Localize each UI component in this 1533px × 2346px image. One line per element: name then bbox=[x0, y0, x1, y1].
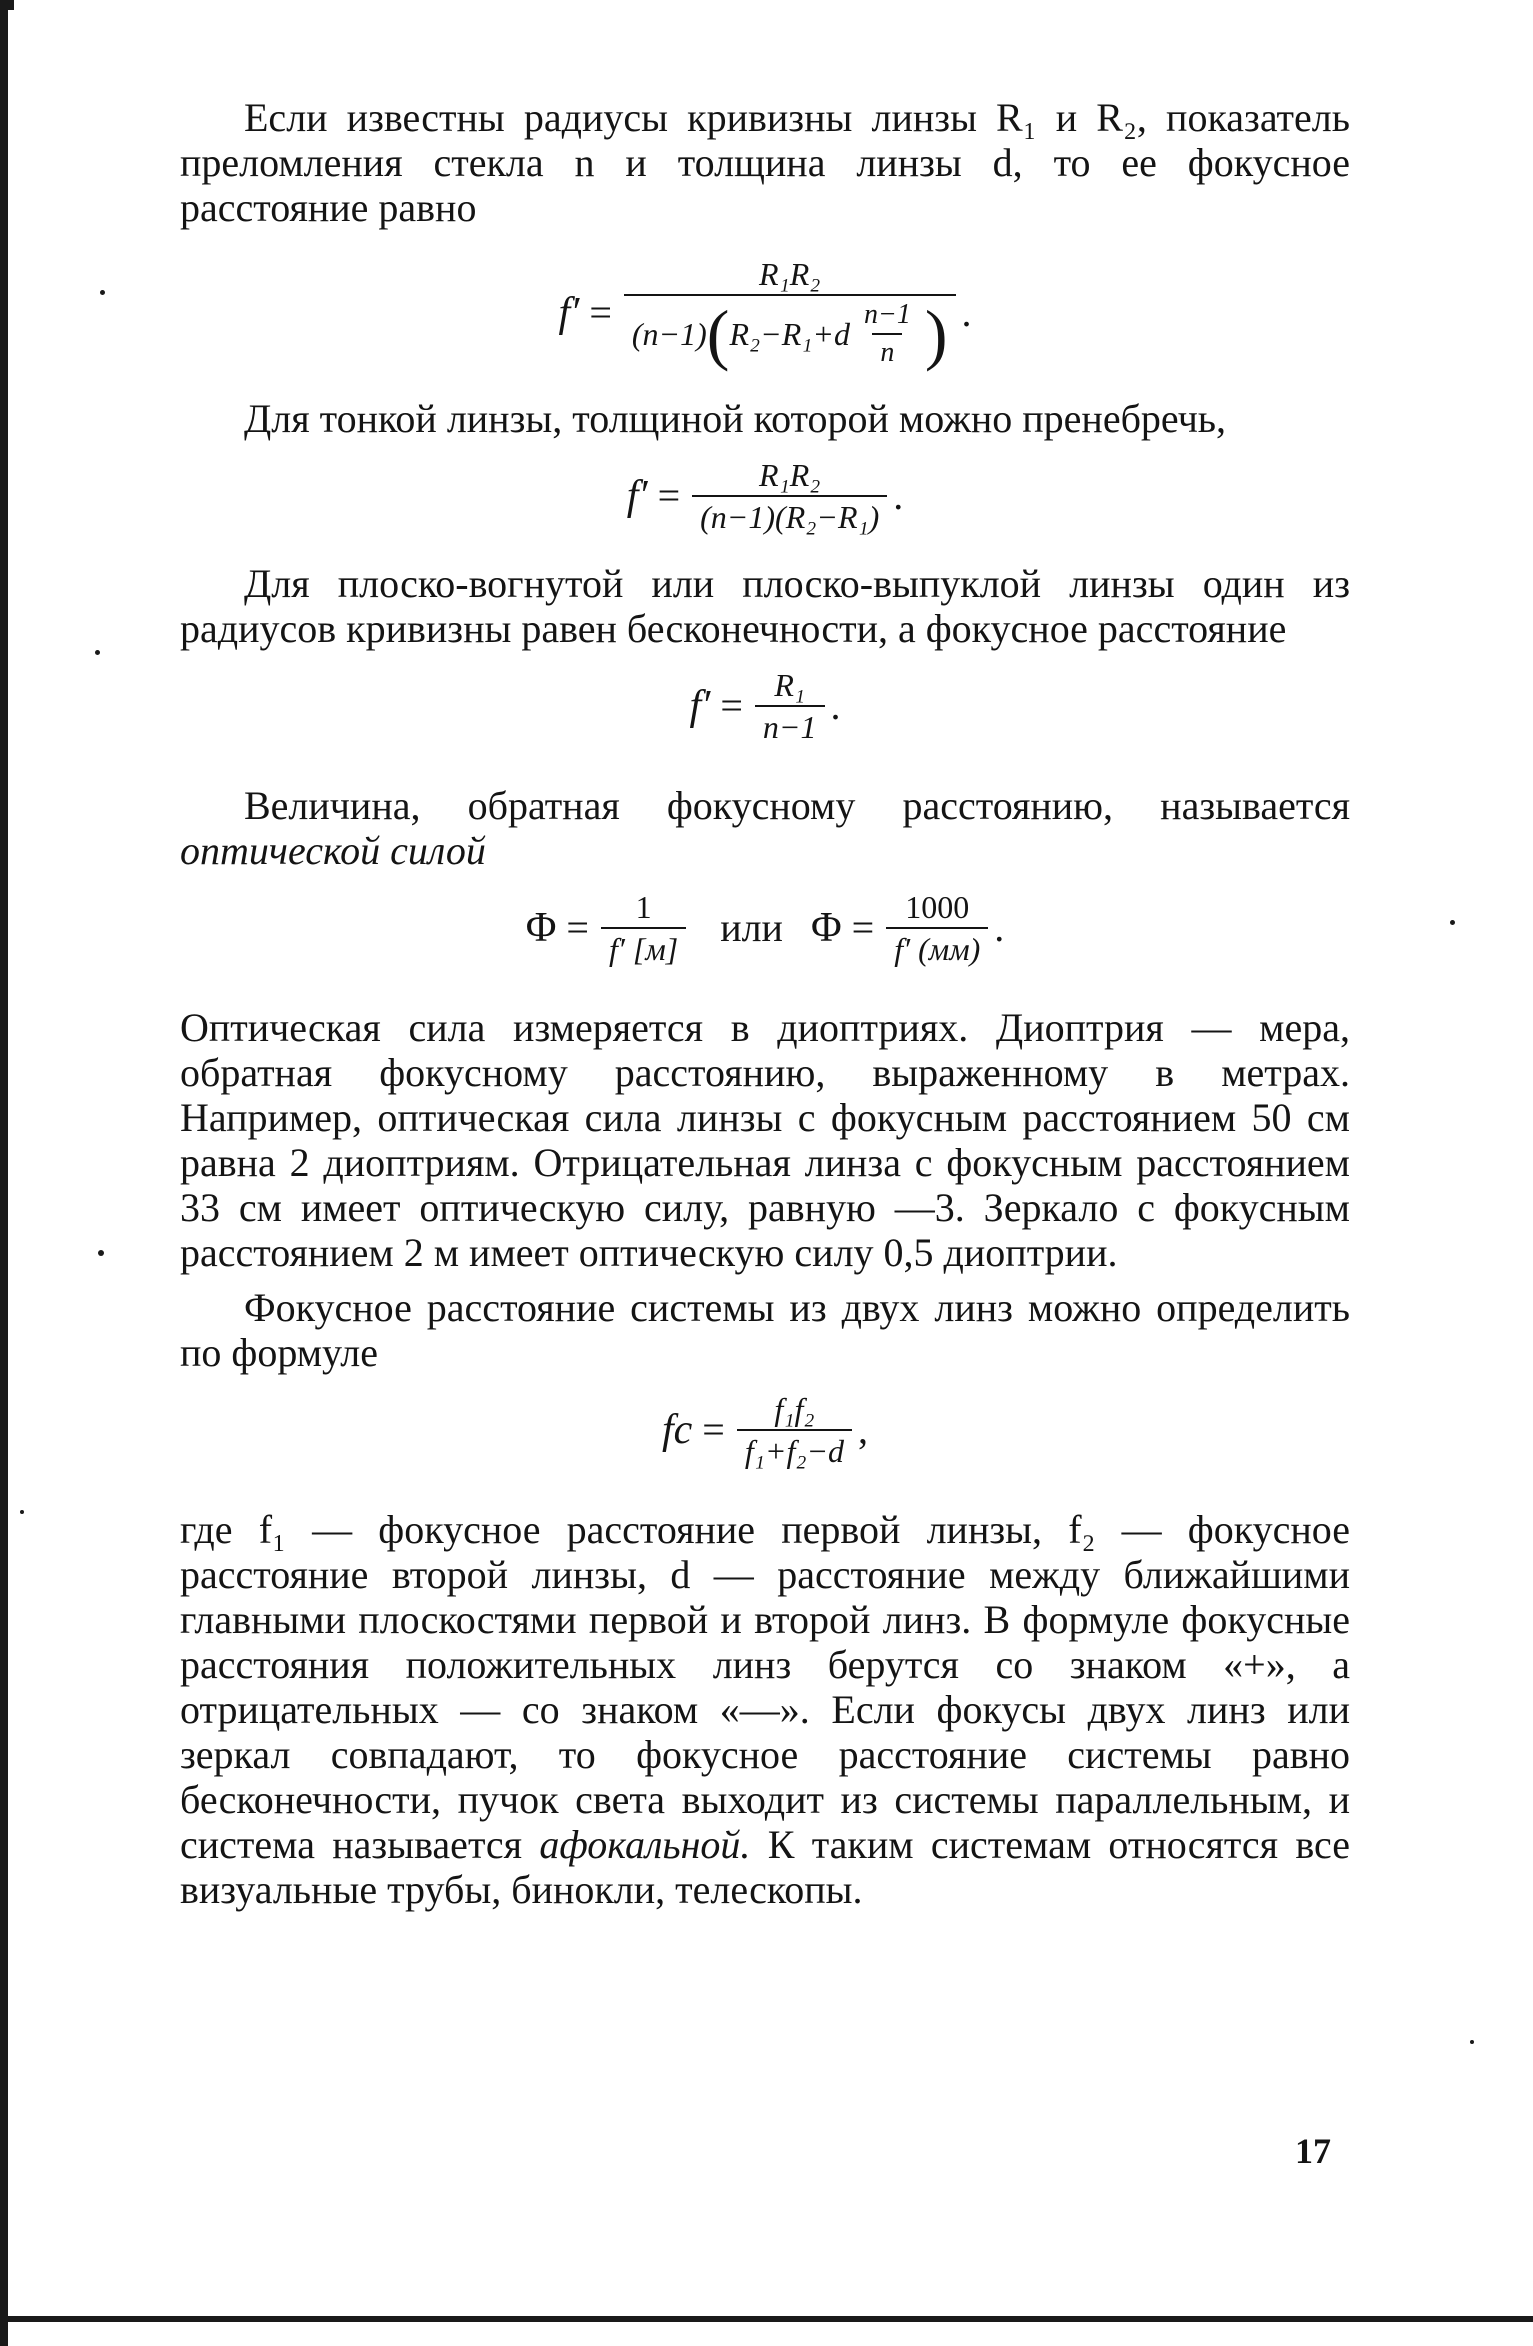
fraction-numerator: R₁R₂ bbox=[759, 256, 821, 292]
formula-fraction-2 bbox=[886, 891, 988, 965]
paragraph-plano-lens: Для плоско-вогнутой или плоско-выпуклой линзы один из радиусов кривизны равен бесконечности, а фокусное расстояние bbox=[180, 561, 1350, 651]
paragraph-afocal bbox=[180, 1507, 1350, 1912]
fraction-denominator: n−1 bbox=[755, 705, 825, 743]
formula-fraction bbox=[601, 891, 686, 965]
paragraph-optical-power bbox=[180, 783, 1350, 873]
text-column bbox=[180, 95, 1350, 1912]
fraction-numerator: f₁f₂ bbox=[774, 1391, 815, 1427]
scan-speck bbox=[1450, 920, 1455, 925]
fraction-denominator: f′ (мм) bbox=[886, 927, 988, 965]
formula-end-punct: . bbox=[994, 905, 1005, 950]
fraction-denominator bbox=[624, 294, 956, 372]
denominator-factor: (n−1) bbox=[631, 316, 707, 352]
bottom-rule bbox=[0, 2316, 1533, 2322]
formula-fraction bbox=[624, 256, 956, 372]
formula-plano-lens bbox=[180, 669, 1350, 743]
fraction-numerator: 1 bbox=[635, 889, 652, 925]
open-paren: ( bbox=[706, 296, 730, 372]
fraction-numerator: 1000 bbox=[905, 889, 970, 925]
formula-equals-2: = bbox=[851, 905, 875, 950]
formula-lhs: f′ bbox=[689, 683, 711, 729]
formula-lhs: f′ bbox=[626, 473, 648, 519]
scan-corner bbox=[0, 0, 14, 10]
denominator-terms: R₂−R₁+d bbox=[729, 316, 850, 352]
inner-denominator: n bbox=[872, 333, 902, 367]
paragraph-lens-radii: Если известны радиусы кривизны линзы R₁ и R₂, показатель преломления стекла n и толщина линзы d, то ее фокусное расстояние равно bbox=[180, 95, 1350, 230]
formula-optical-power bbox=[180, 891, 1350, 965]
fraction-numerator: R₁ bbox=[774, 667, 806, 703]
formula-equals: = bbox=[566, 905, 589, 950]
formula-lhs: f′ bbox=[558, 290, 580, 336]
paragraph-two-lens-system: Фокусное расстояние системы из двух линз можно определить по формуле bbox=[180, 1285, 1350, 1375]
term-optical-power: оптической силой bbox=[180, 828, 486, 873]
fraction-numerator: R₁R₂ bbox=[759, 457, 821, 493]
formula-lhs-2: Φ bbox=[810, 905, 842, 951]
formula-equals: = bbox=[657, 473, 681, 518]
formula-fraction bbox=[737, 1393, 852, 1467]
formula-two-lens bbox=[180, 1393, 1350, 1467]
formula-equals: = bbox=[702, 1407, 725, 1452]
scan-speck bbox=[95, 650, 100, 655]
fraction-denominator: f′ [м] bbox=[601, 927, 686, 965]
formula-equals: = bbox=[720, 683, 743, 728]
fraction-denominator: f₁+f₂−d bbox=[737, 1429, 852, 1467]
scan-edge bbox=[0, 0, 8, 2346]
inner-numerator: n−1 bbox=[863, 299, 911, 330]
formula-thick-lens bbox=[180, 256, 1350, 372]
term-afocal: афокальной. bbox=[539, 1822, 751, 1867]
inner-fraction bbox=[856, 301, 919, 367]
formula-thin-lens bbox=[180, 459, 1350, 533]
paragraph-tail: К таким системам относятся все визуальные трубы, бинокли, телескопы. bbox=[180, 1822, 1350, 1912]
close-paren: ) bbox=[924, 296, 948, 372]
page-number: 17 bbox=[1295, 2131, 1331, 2171]
formula-lhs: Φ bbox=[525, 905, 557, 951]
formula-end-punct: . bbox=[893, 473, 904, 518]
formula-fraction bbox=[692, 459, 887, 533]
scan-speck bbox=[100, 290, 105, 295]
formula-lhs: fс bbox=[661, 1407, 693, 1453]
formula-end-punct: . bbox=[961, 290, 972, 335]
formula-equals: = bbox=[589, 290, 612, 335]
scan-speck bbox=[1470, 2040, 1474, 2044]
formula-fraction bbox=[755, 669, 825, 743]
formula-or: или bbox=[720, 905, 783, 950]
paragraph-thin-lens: Для тонкой линзы, толщиной которой можно пренебречь, bbox=[244, 396, 1227, 441]
paragraph-text: где f₁ — фокусное расстояние первой линзы, f₂ — фокусное расстояние второй линзы, d — расстояние между ближайшими главными плоскостями первой и второй линз. В формуле фокусные расстояния положительных линз берутся со знаком «+», а отрицательных — со знаком «—». Если фокусы двух линз или зеркал совпадают, то фокусное расстояние системы равно бесконечности, пучок света выходит из системы параллельным, и система называется bbox=[180, 1507, 1350, 1867]
scan-speck bbox=[98, 1250, 104, 1256]
formula-end-punct: . bbox=[830, 683, 841, 728]
paragraph-text: Величина, обратная фокусному расстоянию, называется bbox=[244, 783, 1350, 828]
fraction-denominator: (n−1)(R₂−R₁) bbox=[692, 495, 887, 533]
formula-end-punct: , bbox=[858, 1407, 869, 1452]
scan-speck bbox=[20, 1510, 24, 1514]
paragraph-diopters: Оптическая сила измеряется в диоптриях. Диоптрия — мера, обратная фокусному расстоянию, выраженному в метрах. Например, оптическая сила линзы с фокусным расстоянием 50 см равна 2 диоптриям. Отрицательная линза с фокусным расстоянием 33 см имеет оптическую силу, равную —3. Зеркало с фокусным расстоянием 2 м имеет оптическую силу 0,5 диоптрии. bbox=[180, 1005, 1350, 1275]
